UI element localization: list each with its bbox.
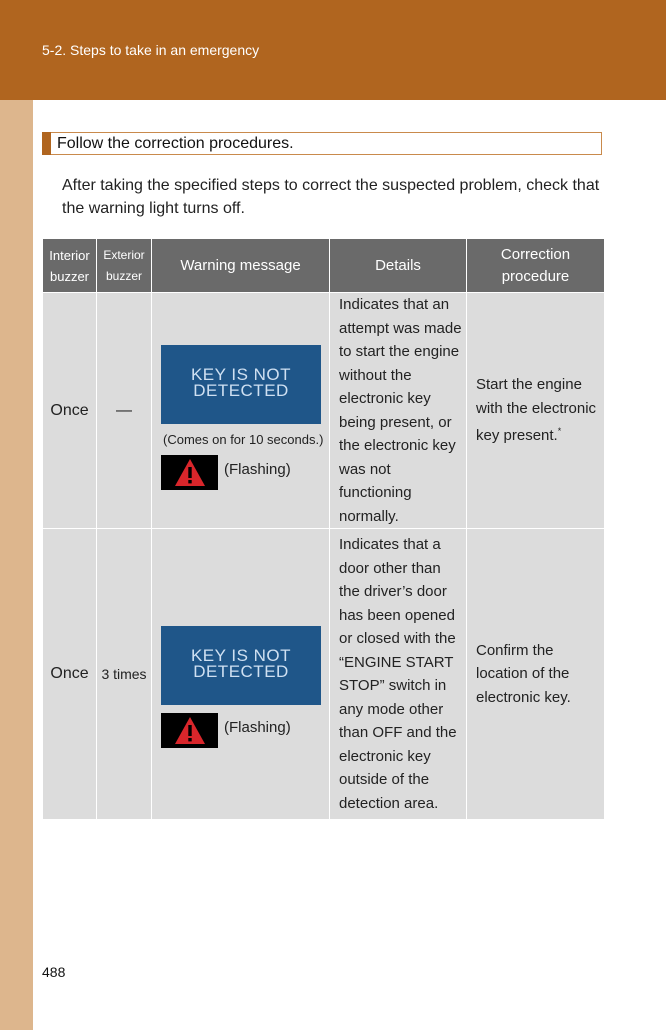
key-not-detected-display: [161, 345, 321, 424]
side-tab-strip: [0, 100, 33, 1030]
exterior-buzzer-value: 3 times: [97, 529, 152, 820]
exterior-buzzer-value: —: [97, 293, 152, 529]
warning-light-row: [161, 455, 329, 490]
col-exterior-line1: Exterior: [103, 247, 145, 262]
interior-buzzer-value: Once: [43, 293, 97, 529]
section-title: 5-2. Steps to take in an emergency: [42, 42, 260, 58]
heading-text: Follow the correction procedures.: [57, 135, 294, 152]
correction-cell: [467, 293, 605, 529]
interior-buzzer-value: Once: [43, 529, 97, 820]
col-interior-buzzer: [43, 239, 97, 293]
display-line2: DETECTED: [193, 662, 289, 681]
heading-accent-bar: [42, 132, 51, 155]
display-duration-note: (Comes on for 10 seconds.): [163, 432, 324, 447]
section-heading: [42, 132, 602, 155]
col-interior-line2: buzzer: [49, 268, 90, 284]
table-row: [43, 293, 605, 529]
table-header-row: [43, 239, 605, 293]
warning-light-row: [161, 713, 329, 748]
col-correction-line2: procedure: [501, 267, 570, 285]
page-number: 488: [42, 964, 66, 980]
col-correction-procedure: [467, 239, 605, 293]
page-header: [0, 0, 666, 100]
key-not-detected-display: [161, 626, 321, 705]
display-line1: KEY IS NOT: [190, 646, 292, 665]
table-row: [43, 529, 605, 820]
col-details: Details: [330, 239, 467, 293]
correction-text: Start the engine with the electronic key present.: [476, 376, 597, 445]
correction-cell: Confirm the location of the electronic key.: [467, 529, 605, 820]
details-cell: Indicates that an attempt was made to start the engine without the electronic key being present, or the electronic key was not functioning normally.: [330, 293, 467, 529]
warning-light-state: (Flashing): [224, 719, 291, 736]
intro-paragraph: After taking the specified steps to correct the suspected problem, check that the warning light turns off.: [62, 177, 600, 217]
footnote-mark: *: [557, 426, 562, 437]
col-exterior-line2: buzzer: [105, 268, 143, 283]
warning-triangle-icon: [161, 713, 218, 748]
display-line2: DETECTED: [193, 381, 289, 400]
col-exterior-buzzer: [97, 239, 152, 293]
col-interior-line1: Interior: [49, 247, 90, 263]
warning-light-state: (Flashing): [224, 461, 291, 478]
details-cell: Indicates that a door other than the driver’s door has been opened or closed with the “ENGINE START STOP” switch in any mode other than OFF and the electronic key outside of the detection area.: [330, 529, 467, 820]
warning-message-cell: [152, 293, 330, 529]
col-correction-line1: Correction: [500, 245, 571, 263]
warning-table: [42, 238, 605, 820]
col-warning-message: Warning message: [152, 239, 330, 293]
warning-message-cell: [152, 529, 330, 820]
warning-triangle-icon: [161, 455, 218, 490]
display-line1: KEY IS NOT: [190, 365, 292, 384]
